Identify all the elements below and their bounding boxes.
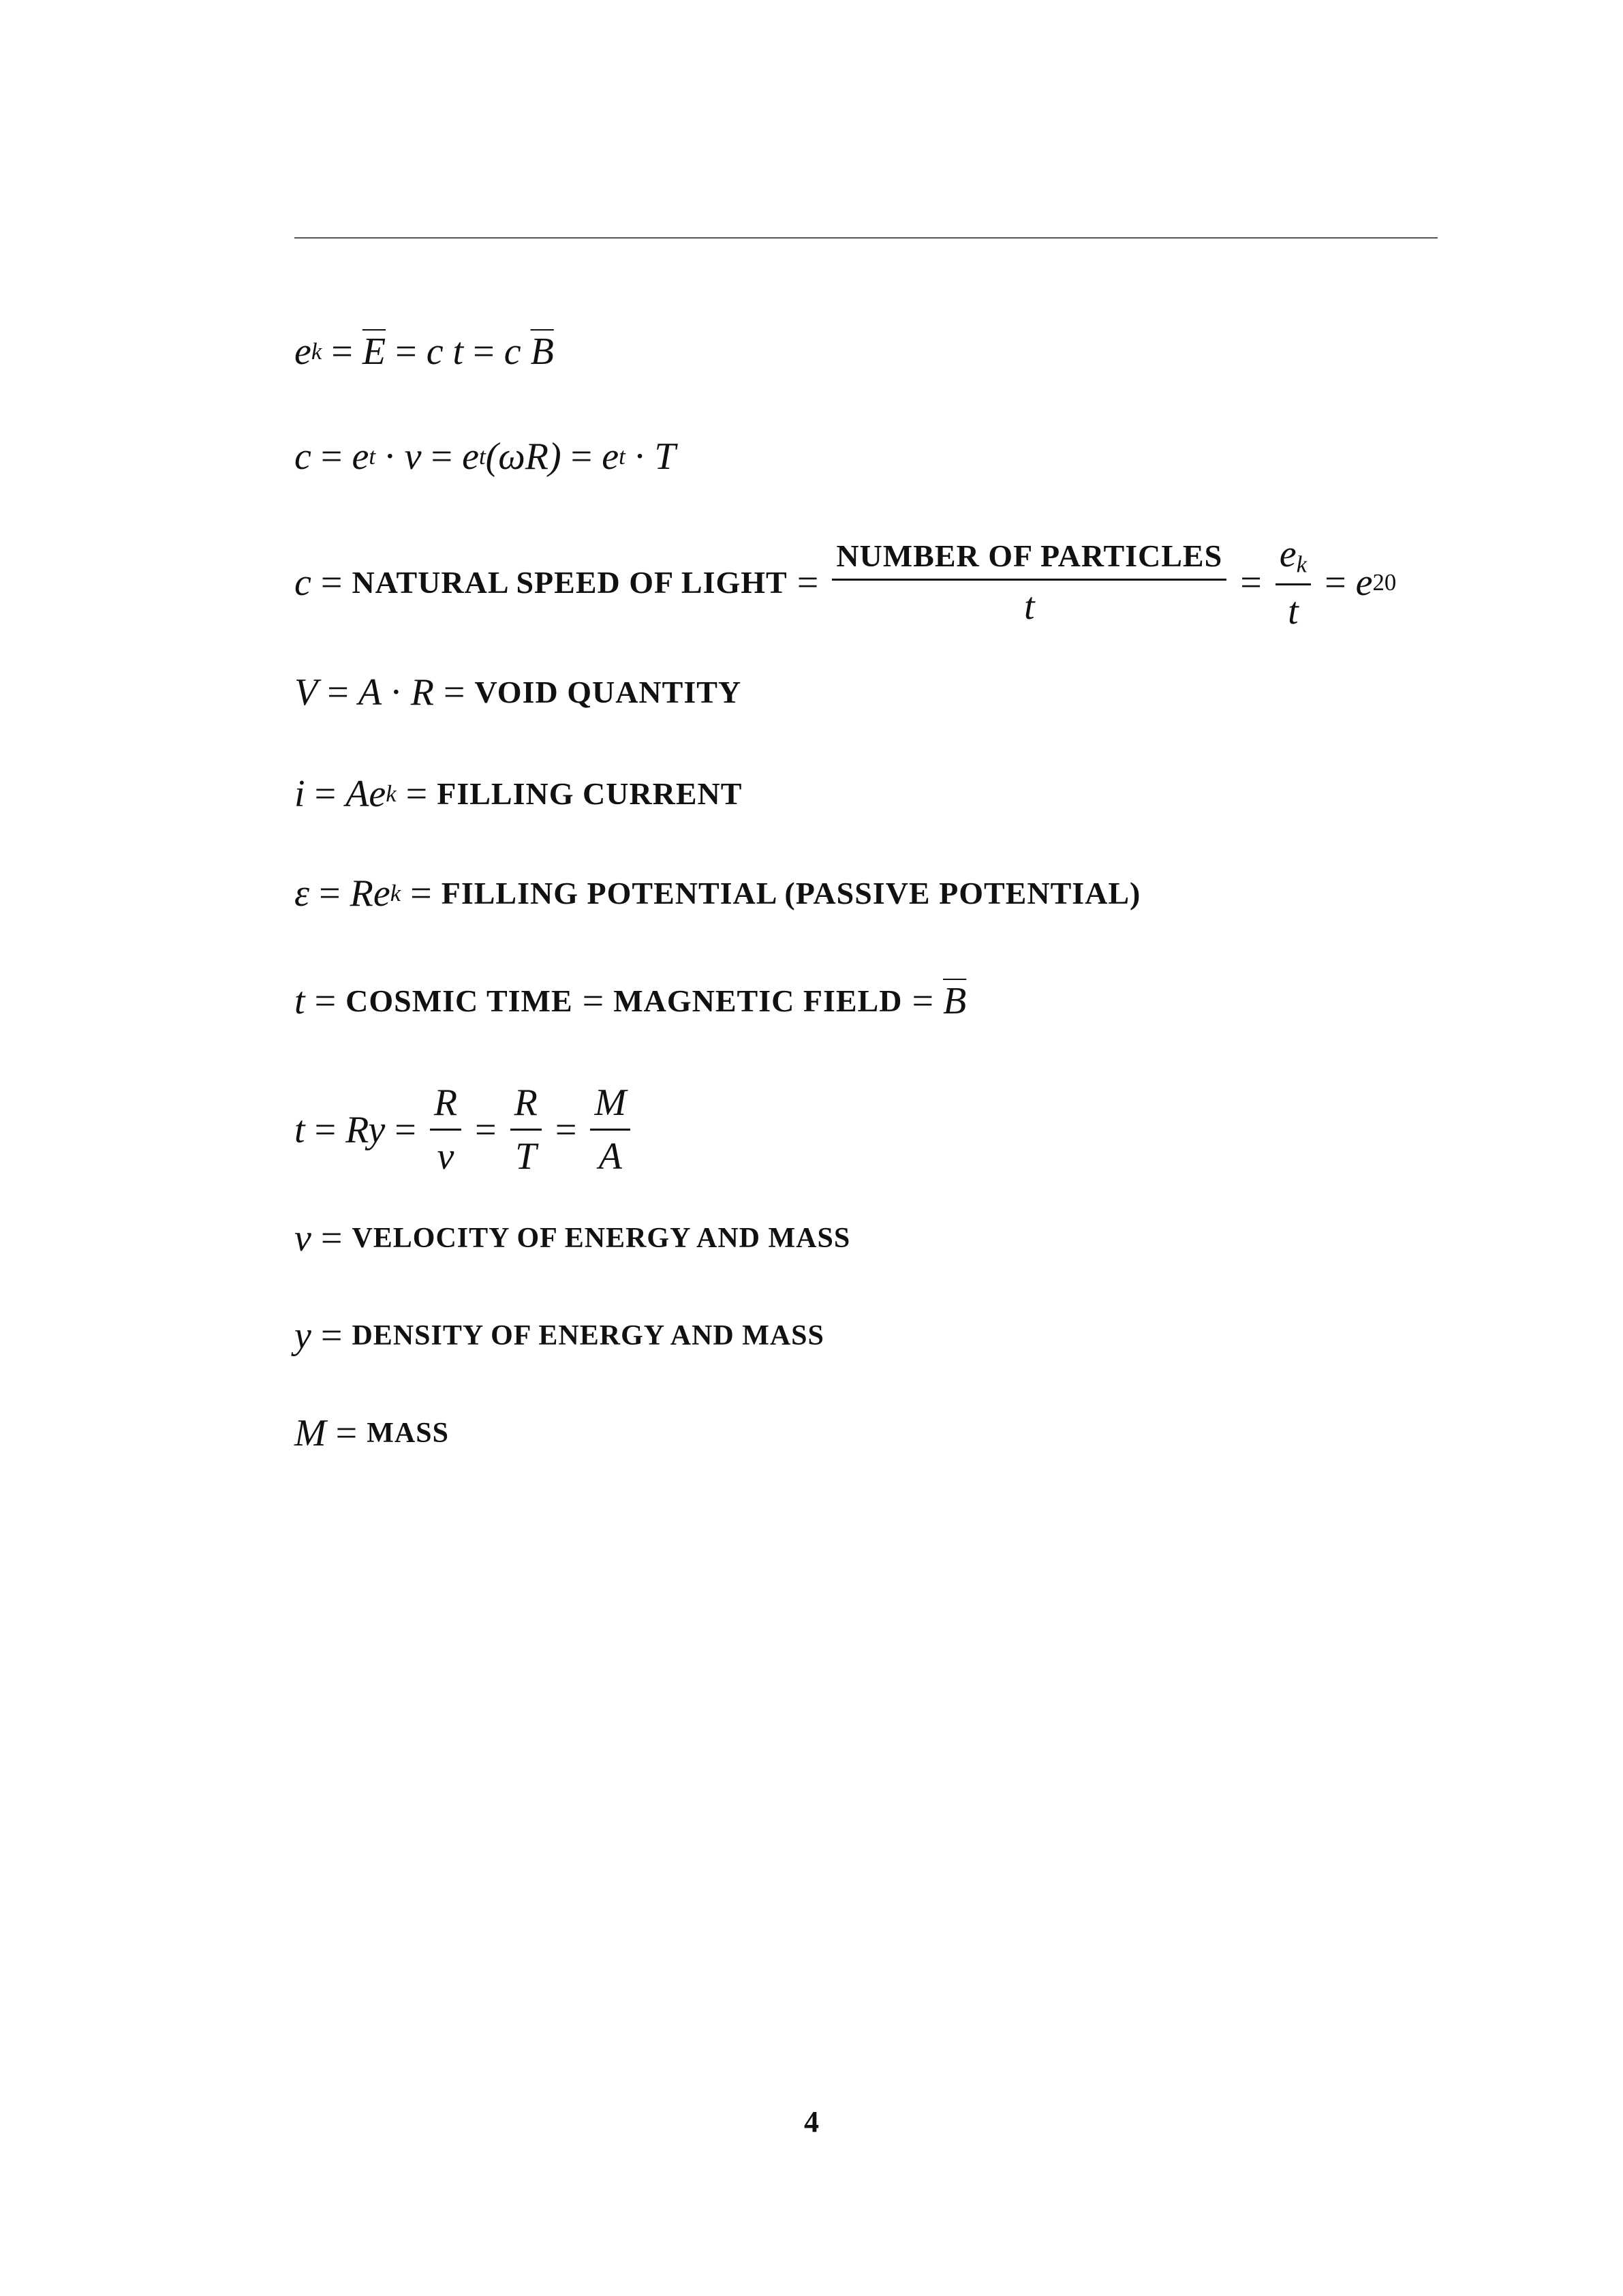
equals-sign: =	[395, 331, 417, 373]
var-v: v	[294, 1217, 311, 1259]
equals-sign: =	[320, 1217, 343, 1259]
cdot: ·	[633, 435, 647, 478]
cdot: ·	[383, 435, 397, 478]
var-M: M	[294, 1412, 326, 1454]
cdot: ·	[390, 671, 403, 714]
equals-sign: =	[405, 773, 428, 815]
fraction-particles-over-t	[832, 540, 1226, 626]
equals-sign: =	[473, 331, 495, 373]
label-density: DENSITY OF ENERGY AND MASS	[352, 1320, 824, 1351]
equation-2	[294, 435, 676, 478]
equals-sign: =	[582, 980, 604, 1022]
var-t: t	[294, 980, 305, 1022]
var-i: i	[294, 773, 305, 815]
equals-sign: =	[320, 562, 343, 604]
var-c: c	[426, 331, 444, 373]
equation-9	[294, 1219, 850, 1257]
var-c: c	[294, 562, 311, 604]
equals-sign: =	[314, 773, 337, 815]
var-t: t	[452, 331, 464, 373]
label-mass: MASS	[367, 1418, 449, 1449]
equals-sign: =	[570, 435, 593, 478]
equals-sign: =	[320, 1315, 343, 1357]
fraction-numerator	[1276, 535, 1311, 585]
label-velocity: VELOCITY OF ENERGY AND MASS	[352, 1223, 851, 1254]
fraction-denominator: v	[437, 1135, 454, 1178]
equals-sign: =	[912, 980, 934, 1022]
label-void-quantity: VOID QUANTITY	[474, 675, 742, 709]
equation-4	[294, 671, 742, 714]
fraction-r-over-T	[510, 1084, 542, 1176]
equation-8	[294, 1084, 634, 1176]
var-Ry: Ry	[345, 1108, 386, 1151]
fraction-ek-over-t	[1276, 533, 1311, 633]
superscript-t: t	[369, 442, 375, 470]
equals-sign: =	[443, 671, 465, 714]
equals-sign: =	[1240, 562, 1262, 604]
subscript-k: k	[1296, 551, 1308, 578]
var-e: e	[462, 435, 479, 478]
var-R: R	[410, 671, 434, 714]
var-t: t	[294, 1108, 305, 1151]
var-y: y	[294, 1315, 311, 1357]
equals-sign: =	[431, 435, 453, 478]
fraction-m-over-a	[590, 1084, 630, 1176]
omega-r-group: (ωR)	[485, 435, 561, 478]
superscript-20: 20	[1372, 568, 1397, 596]
equation-1	[294, 333, 554, 371]
subscript-k: k	[386, 780, 397, 807]
fraction-numerator: R	[430, 1084, 461, 1131]
var-e: e	[294, 331, 311, 373]
equation-11	[294, 1414, 449, 1452]
superscript-t: t	[619, 442, 625, 470]
equation-6	[294, 874, 1141, 913]
equals-sign: =	[475, 1108, 497, 1151]
equals-sign: =	[327, 671, 349, 714]
fraction-denominator: A	[598, 1135, 622, 1178]
equals-sign: =	[395, 1108, 416, 1151]
var-Ae: Ae	[345, 773, 386, 815]
equals-sign: =	[320, 435, 343, 478]
var-e: e	[1355, 562, 1373, 604]
equation-3	[294, 533, 1397, 633]
equals-sign: =	[314, 1108, 337, 1151]
equals-sign: =	[319, 872, 341, 915]
var-e: e	[602, 435, 619, 478]
var-A: A	[358, 671, 382, 714]
subscript-k: k	[390, 879, 401, 906]
label-filling-current: FILLING CURRENT	[437, 776, 743, 811]
page-number: 4	[804, 2105, 819, 2139]
fraction-r-over-v	[430, 1084, 461, 1176]
label-filling-potential: FILLING POTENTIAL (PASSIVE POTENTIAL)	[441, 876, 1141, 910]
var-e: e	[352, 435, 369, 478]
fraction-denominator: T	[515, 1135, 537, 1178]
equation-7	[294, 982, 966, 1020]
superscript-t: t	[478, 442, 486, 470]
fraction-denominator: t	[1023, 585, 1035, 628]
equals-sign: =	[555, 1108, 577, 1151]
label-natural-speed-of-light: NATURAL SPEED OF LIGHT	[352, 565, 788, 600]
var-Re: Re	[350, 872, 390, 915]
fraction-denominator: t	[1288, 590, 1299, 633]
var-V: V	[294, 671, 318, 714]
var-epsilon: ε	[294, 872, 310, 915]
label-magnetic-field: MAGNETIC FIELD	[613, 983, 903, 1018]
fraction-numerator: NUMBER OF PARTICLES	[832, 540, 1226, 581]
equals-sign: =	[1325, 562, 1346, 604]
var-T: T	[654, 435, 676, 478]
var-e-bar: $\overline{E}$	[362, 331, 386, 373]
var-b-bar: $\overline{B}$	[943, 980, 967, 1022]
equals-sign: =	[335, 1412, 358, 1454]
equals-sign: =	[797, 562, 819, 604]
equals-sign: =	[410, 872, 432, 915]
fraction-numerator: M	[590, 1084, 630, 1131]
equals-sign: =	[314, 980, 337, 1022]
var-b-bar: $\overline{B}$	[530, 331, 554, 373]
var-c: c	[294, 435, 311, 478]
equation-10	[294, 1317, 824, 1355]
var-c: c	[504, 331, 521, 373]
var-v: v	[404, 435, 422, 478]
var-e: e	[1279, 533, 1297, 575]
equals-sign: =	[331, 331, 353, 373]
label-cosmic-time: COSMIC TIME	[345, 983, 573, 1018]
equation-5	[294, 775, 742, 813]
subscript-k: k	[311, 337, 322, 365]
fraction-numerator: R	[510, 1084, 542, 1131]
header-rule	[294, 237, 1438, 239]
